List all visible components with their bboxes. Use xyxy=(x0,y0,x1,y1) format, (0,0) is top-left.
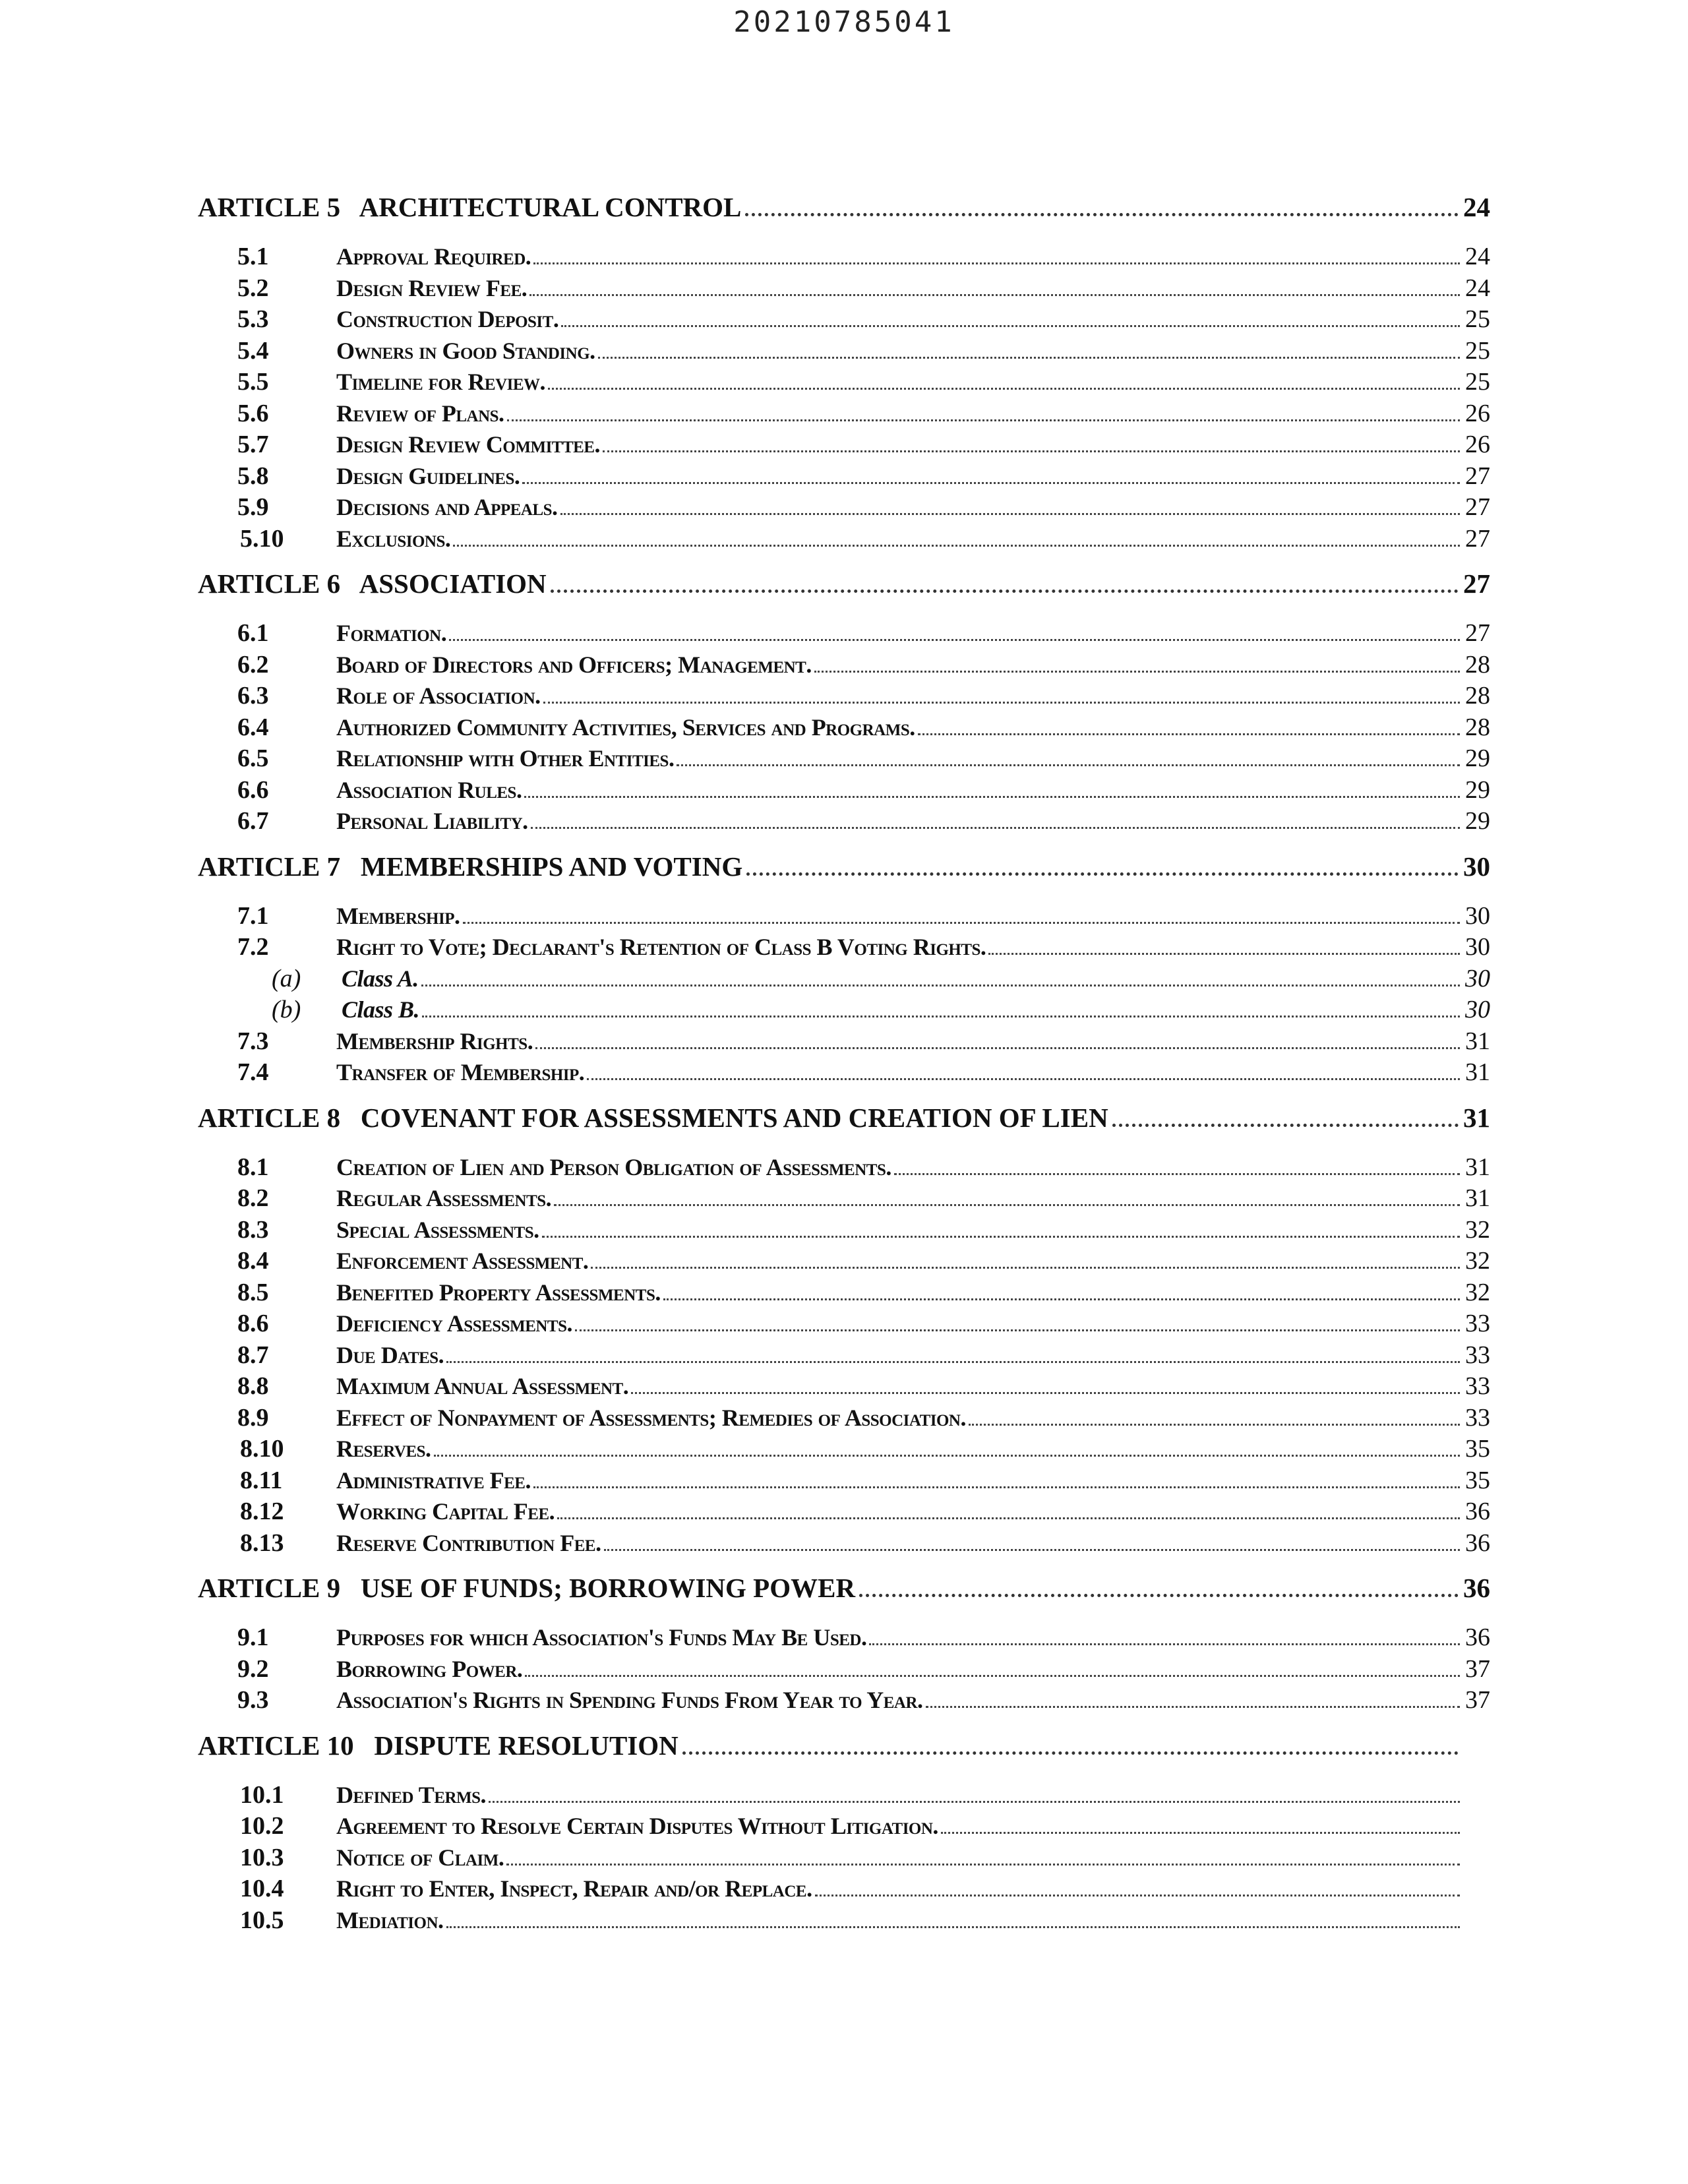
section-number: 9.1 xyxy=(237,1623,269,1651)
section-title: Transfer of Membership. xyxy=(336,1059,585,1085)
section-number: 6.1 xyxy=(237,619,269,647)
section-number: 9.3 xyxy=(237,1686,269,1714)
section-number: 8.7 xyxy=(237,1341,269,1369)
section-title: Mediation. xyxy=(336,1906,444,1933)
dot-leader xyxy=(551,590,1459,593)
dot-leader xyxy=(598,357,1460,359)
page-number: 33 xyxy=(1465,1341,1490,1369)
page-number: 25 xyxy=(1465,368,1490,396)
section-number: 8.12 xyxy=(240,1498,284,1525)
toc-entry[interactable] xyxy=(198,1371,1490,1403)
section-number: 5.3 xyxy=(237,305,269,333)
toc-entry[interactable] xyxy=(198,429,1490,461)
table-of-contents xyxy=(198,190,1490,1936)
toc-entry[interactable] xyxy=(198,1434,1490,1465)
dot-leader xyxy=(560,513,1460,515)
dot-leader xyxy=(604,1549,1460,1551)
section-number: 8.11 xyxy=(240,1466,283,1494)
toc-entry[interactable] xyxy=(198,650,1490,681)
section-number: 8.1 xyxy=(237,1153,269,1181)
page-number: 33 xyxy=(1465,1310,1490,1337)
toc-subentry[interactable] xyxy=(198,994,1490,1026)
dot-leader xyxy=(988,953,1460,955)
page-number: 37 xyxy=(1465,1686,1490,1714)
page-number: 29 xyxy=(1465,775,1490,804)
dot-leader xyxy=(745,213,1459,216)
article-heading[interactable] xyxy=(198,566,1490,601)
page-number: 35 xyxy=(1465,1435,1490,1463)
dot-leader xyxy=(533,1486,1460,1488)
section-title: Design Review Committee. xyxy=(336,431,601,458)
page-number: 36 xyxy=(1463,1573,1490,1603)
article-title: ARTICLE 7 MEMBERSHIPS AND VOTING xyxy=(198,851,743,882)
section-number: 8.5 xyxy=(237,1278,269,1306)
section-number: 8.6 xyxy=(237,1310,269,1337)
section-title: Exclusions. xyxy=(336,525,451,552)
section-title: Owners in Good Standing. xyxy=(336,337,595,364)
toc-entry[interactable] xyxy=(198,1496,1490,1528)
dot-leader xyxy=(554,1204,1460,1206)
page-number: 24 xyxy=(1465,243,1490,270)
page-number: 33 xyxy=(1465,1372,1490,1400)
page-number: 24 xyxy=(1465,274,1490,302)
toc-entry[interactable] xyxy=(198,1622,1490,1654)
article-heading[interactable] xyxy=(198,1571,1490,1605)
section-title: Defined Terms. xyxy=(336,1781,487,1808)
toc-entry[interactable] xyxy=(198,1403,1490,1434)
page-number: 36 xyxy=(1465,1498,1490,1525)
section-title: Benefited Property Assessments. xyxy=(336,1279,661,1306)
section-number: 10.1 xyxy=(240,1780,284,1809)
section-title: Design Guidelines. xyxy=(336,462,520,489)
page-number: 36 xyxy=(1465,1623,1490,1651)
section-number: 10.5 xyxy=(240,1906,284,1934)
page-number: 33 xyxy=(1465,1403,1490,1432)
page-number: 31 xyxy=(1465,1027,1490,1055)
section-number: 5.2 xyxy=(237,274,269,302)
dot-leader xyxy=(918,733,1460,735)
section-number: 8.4 xyxy=(237,1247,269,1275)
section-title: Personal Liability. xyxy=(336,808,528,834)
section-number: 6.3 xyxy=(237,682,269,710)
section-title: Membership. xyxy=(336,902,460,929)
toc-entry[interactable] xyxy=(198,932,1490,963)
section-number: 8.13 xyxy=(240,1529,284,1557)
dot-leader xyxy=(531,827,1460,829)
section-number: 5.10 xyxy=(240,524,284,553)
section-number: 7.2 xyxy=(237,933,269,961)
dot-leader xyxy=(422,1016,1460,1017)
section-number: 5.1 xyxy=(237,243,269,270)
section-title: Maximum Annual Assessment. xyxy=(336,1373,629,1399)
page-number: 26 xyxy=(1465,399,1490,427)
dot-leader xyxy=(449,639,1460,641)
dot-leader xyxy=(529,294,1460,296)
section-title: Reserves. xyxy=(336,1436,431,1462)
toc-entry[interactable] xyxy=(198,1152,1490,1184)
section-title: Timeline for Review. xyxy=(336,369,546,395)
page-number: 28 xyxy=(1465,682,1490,710)
article-heading[interactable] xyxy=(198,190,1490,224)
dot-leader xyxy=(446,1926,1460,1928)
toc-entry[interactable] xyxy=(198,712,1490,744)
section-number: 10.2 xyxy=(240,1812,284,1840)
section-number: 9.2 xyxy=(237,1654,269,1683)
dot-leader xyxy=(507,419,1460,421)
toc-entry[interactable] xyxy=(198,398,1490,430)
section-number: (a) xyxy=(272,964,301,992)
section-title: Effect of Nonpayment of Assessments; Remedies of Association. xyxy=(336,1404,966,1431)
toc-entry[interactable] xyxy=(198,618,1490,650)
toc-entry[interactable] xyxy=(198,336,1490,367)
toc-entry[interactable] xyxy=(198,1183,1490,1215)
section-number: 5.8 xyxy=(237,462,269,490)
page-number: 36 xyxy=(1465,1529,1490,1557)
article-title: ARTICLE 5 ARCHITECTURAL CONTROL xyxy=(198,192,742,222)
section-number: 6.4 xyxy=(237,713,269,741)
article-heading[interactable] xyxy=(198,1101,1490,1135)
toc-entry[interactable] xyxy=(198,681,1490,712)
toc-entry[interactable] xyxy=(198,1873,1490,1905)
section-number: 6.2 xyxy=(237,650,269,679)
section-title: Association's Rights in Spending Funds From Year to Year. xyxy=(336,1687,923,1713)
page-number: 32 xyxy=(1465,1247,1490,1275)
section-number: 7.3 xyxy=(237,1027,269,1055)
section-title: Notice of Claim. xyxy=(336,1844,504,1871)
page-number: 27 xyxy=(1465,619,1490,647)
page-number: 31 xyxy=(1463,1102,1490,1133)
section-title: Regular Assessments. xyxy=(336,1185,552,1211)
page-number: 27 xyxy=(1465,462,1490,490)
dot-leader xyxy=(941,1832,1460,1834)
dot-leader xyxy=(815,1895,1460,1896)
toc-entry[interactable] xyxy=(198,273,1490,305)
toc-entry[interactable] xyxy=(198,1026,1490,1058)
section-title: Agreement to Resolve Certain Disputes Without Litigation. xyxy=(336,1813,938,1839)
section-number: 5.6 xyxy=(237,399,269,427)
page-number: 27 xyxy=(1465,524,1490,553)
dot-leader xyxy=(663,1298,1460,1300)
dot-leader xyxy=(591,1267,1460,1269)
dot-leader xyxy=(746,872,1459,876)
dot-leader xyxy=(543,702,1460,704)
toc-entry[interactable] xyxy=(198,1277,1490,1309)
section-title: Board of Directors and Officers; Management. xyxy=(336,651,812,678)
section-number: 6.5 xyxy=(237,744,269,772)
page-number: 27 xyxy=(1465,493,1490,521)
page-number: 30 xyxy=(1465,901,1490,930)
section-number: 5.4 xyxy=(237,336,269,365)
article-heading[interactable] xyxy=(198,1728,1490,1763)
article-title: ARTICLE 8 COVENANT FOR ASSESSMENTS AND CREATION OF LIEN xyxy=(198,1102,1108,1133)
section-number: 10.4 xyxy=(240,1875,284,1902)
section-title: Working Capital Fee. xyxy=(336,1498,555,1525)
dot-leader xyxy=(926,1706,1460,1708)
article-title: ARTICLE 6 ASSOCIATION xyxy=(198,568,547,599)
dot-leader xyxy=(603,450,1460,452)
section-title: Decisions and Appeals. xyxy=(336,494,558,520)
page-number: 25 xyxy=(1465,336,1490,365)
dot-leader xyxy=(682,1751,1459,1755)
toc-subentry[interactable] xyxy=(198,963,1490,995)
toc-entry[interactable] xyxy=(198,1308,1490,1340)
toc-entry[interactable] xyxy=(198,1842,1490,1874)
toc-entry[interactable] xyxy=(198,304,1490,336)
page-number: 31 xyxy=(1465,1184,1490,1212)
toc-entry[interactable] xyxy=(198,1811,1490,1842)
dot-leader xyxy=(542,1236,1460,1238)
section-title: Design Review Fee. xyxy=(336,274,528,301)
dot-leader xyxy=(587,1078,1460,1080)
toc-entry[interactable] xyxy=(198,1780,1490,1811)
section-number: 5.9 xyxy=(237,493,269,521)
section-title: Membership Rights. xyxy=(336,1027,533,1054)
section-title: Review of Plans. xyxy=(336,400,504,427)
section-number: 8.3 xyxy=(237,1215,269,1244)
section-title: Purposes for which Association's Funds May Be Used. xyxy=(336,1624,867,1651)
toc-entry[interactable] xyxy=(198,743,1490,775)
section-title: Construction Deposit. xyxy=(336,306,559,332)
toc-entry[interactable] xyxy=(198,492,1490,524)
page-number: 28 xyxy=(1465,713,1490,741)
toc-entry[interactable] xyxy=(198,1465,1490,1497)
toc-entry[interactable] xyxy=(198,775,1490,806)
dot-leader xyxy=(548,388,1460,390)
section-number: 7.1 xyxy=(237,901,269,930)
section-title: Class A. xyxy=(342,965,419,992)
page-number: 30 xyxy=(1465,933,1490,961)
page-number: 35 xyxy=(1465,1466,1490,1494)
page-number: 37 xyxy=(1465,1654,1490,1683)
article-title: ARTICLE 10 DISPUTE RESOLUTION xyxy=(198,1730,678,1761)
section-title: Borrowing Power. xyxy=(336,1655,523,1682)
page-number: 31 xyxy=(1465,1153,1490,1181)
page-number: 25 xyxy=(1465,305,1490,333)
dot-leader xyxy=(575,1329,1460,1331)
section-title: Special Assessments. xyxy=(336,1216,539,1243)
toc-entry[interactable] xyxy=(198,1057,1490,1089)
toc-entry[interactable] xyxy=(198,1654,1490,1685)
toc-entry[interactable] xyxy=(198,901,1490,932)
dot-leader xyxy=(894,1173,1460,1175)
section-number: 8.2 xyxy=(237,1184,269,1212)
dot-leader xyxy=(557,1517,1460,1519)
page-number: 32 xyxy=(1465,1278,1490,1306)
section-title: Class B. xyxy=(342,996,420,1023)
dot-leader xyxy=(463,922,1460,924)
article-heading[interactable] xyxy=(198,849,1490,884)
dot-leader xyxy=(814,671,1460,673)
dot-leader xyxy=(453,545,1460,547)
dot-leader xyxy=(525,1675,1460,1677)
dot-leader xyxy=(561,325,1460,327)
section-number: 7.4 xyxy=(237,1058,269,1086)
section-number: (b) xyxy=(272,996,301,1023)
section-number: 8.9 xyxy=(237,1403,269,1432)
dot-leader xyxy=(446,1361,1460,1363)
page-number: 30 xyxy=(1465,964,1490,992)
dot-leader xyxy=(522,482,1460,484)
page-number: 28 xyxy=(1465,650,1490,679)
section-title: Authorized Community Activities, Services and Programs. xyxy=(336,713,915,741)
section-title: Creation of Lien and Person Obligation of Assessments. xyxy=(336,1153,891,1180)
toc-entry[interactable] xyxy=(198,1685,1490,1716)
section-title: Due Dates. xyxy=(336,1341,444,1368)
section-number: 10.3 xyxy=(240,1843,284,1871)
page-number: 24 xyxy=(1463,192,1490,222)
section-title: Approval Required. xyxy=(336,243,531,270)
toc-entry[interactable] xyxy=(198,1246,1490,1277)
dot-leader xyxy=(1112,1124,1459,1127)
section-title: Reserve Contribution Fee. xyxy=(336,1529,601,1556)
dot-leader xyxy=(489,1801,1460,1803)
toc-entry[interactable] xyxy=(198,1215,1490,1246)
section-title: Formation. xyxy=(336,620,447,646)
dot-leader xyxy=(421,985,1460,986)
toc-entry[interactable] xyxy=(198,1340,1490,1372)
section-number: 5.7 xyxy=(237,431,269,458)
toc-entry[interactable] xyxy=(198,461,1490,493)
dot-leader xyxy=(859,1594,1459,1597)
page-number: 30 xyxy=(1463,851,1490,882)
toc-entry[interactable] xyxy=(198,1528,1490,1560)
toc-entry[interactable] xyxy=(198,806,1490,837)
dot-leader xyxy=(631,1392,1460,1394)
section-number: 8.10 xyxy=(240,1435,284,1463)
page-number: 27 xyxy=(1463,568,1490,599)
dot-leader xyxy=(869,1643,1460,1645)
section-number: 6.7 xyxy=(237,807,269,835)
section-title: Right to Enter, Inspect, Repair and/or Replace. xyxy=(336,1875,812,1902)
dot-leader xyxy=(533,262,1460,264)
dot-leader xyxy=(535,1047,1460,1049)
toc-entry[interactable] xyxy=(198,367,1490,398)
dot-leader xyxy=(524,796,1460,798)
dot-leader xyxy=(677,764,1460,766)
page-number: 29 xyxy=(1465,744,1490,772)
page-number: 30 xyxy=(1465,996,1490,1023)
page-number: 32 xyxy=(1465,1215,1490,1244)
article-title: ARTICLE 9 USE OF FUNDS; BORROWING POWER xyxy=(198,1573,856,1603)
section-number: 8.8 xyxy=(237,1372,269,1400)
section-title: Enforcement Assessment. xyxy=(336,1248,589,1274)
dot-leader xyxy=(506,1864,1460,1866)
page-number: 26 xyxy=(1465,431,1490,458)
section-title: Administrative Fee. xyxy=(336,1467,531,1494)
toc-entry[interactable] xyxy=(198,524,1490,555)
toc-entry[interactable] xyxy=(198,241,1490,273)
section-title: Relationship with Other Entities. xyxy=(336,745,675,772)
dot-leader xyxy=(969,1424,1460,1426)
toc-entry[interactable] xyxy=(198,1905,1490,1937)
page-number: 29 xyxy=(1465,807,1490,835)
dot-leader xyxy=(434,1455,1460,1457)
section-title: Role of Association. xyxy=(336,682,541,709)
section-title: Right to Vote; Declarant's Retention of Class B Voting Rights. xyxy=(336,934,986,960)
section-title: Deficiency Assessments. xyxy=(336,1310,572,1337)
section-number: 5.5 xyxy=(237,368,269,396)
document-number: 20210785041 xyxy=(733,5,955,39)
section-title: Association Rules. xyxy=(336,776,522,803)
section-number: 6.6 xyxy=(237,775,269,804)
page-number: 31 xyxy=(1465,1058,1490,1086)
